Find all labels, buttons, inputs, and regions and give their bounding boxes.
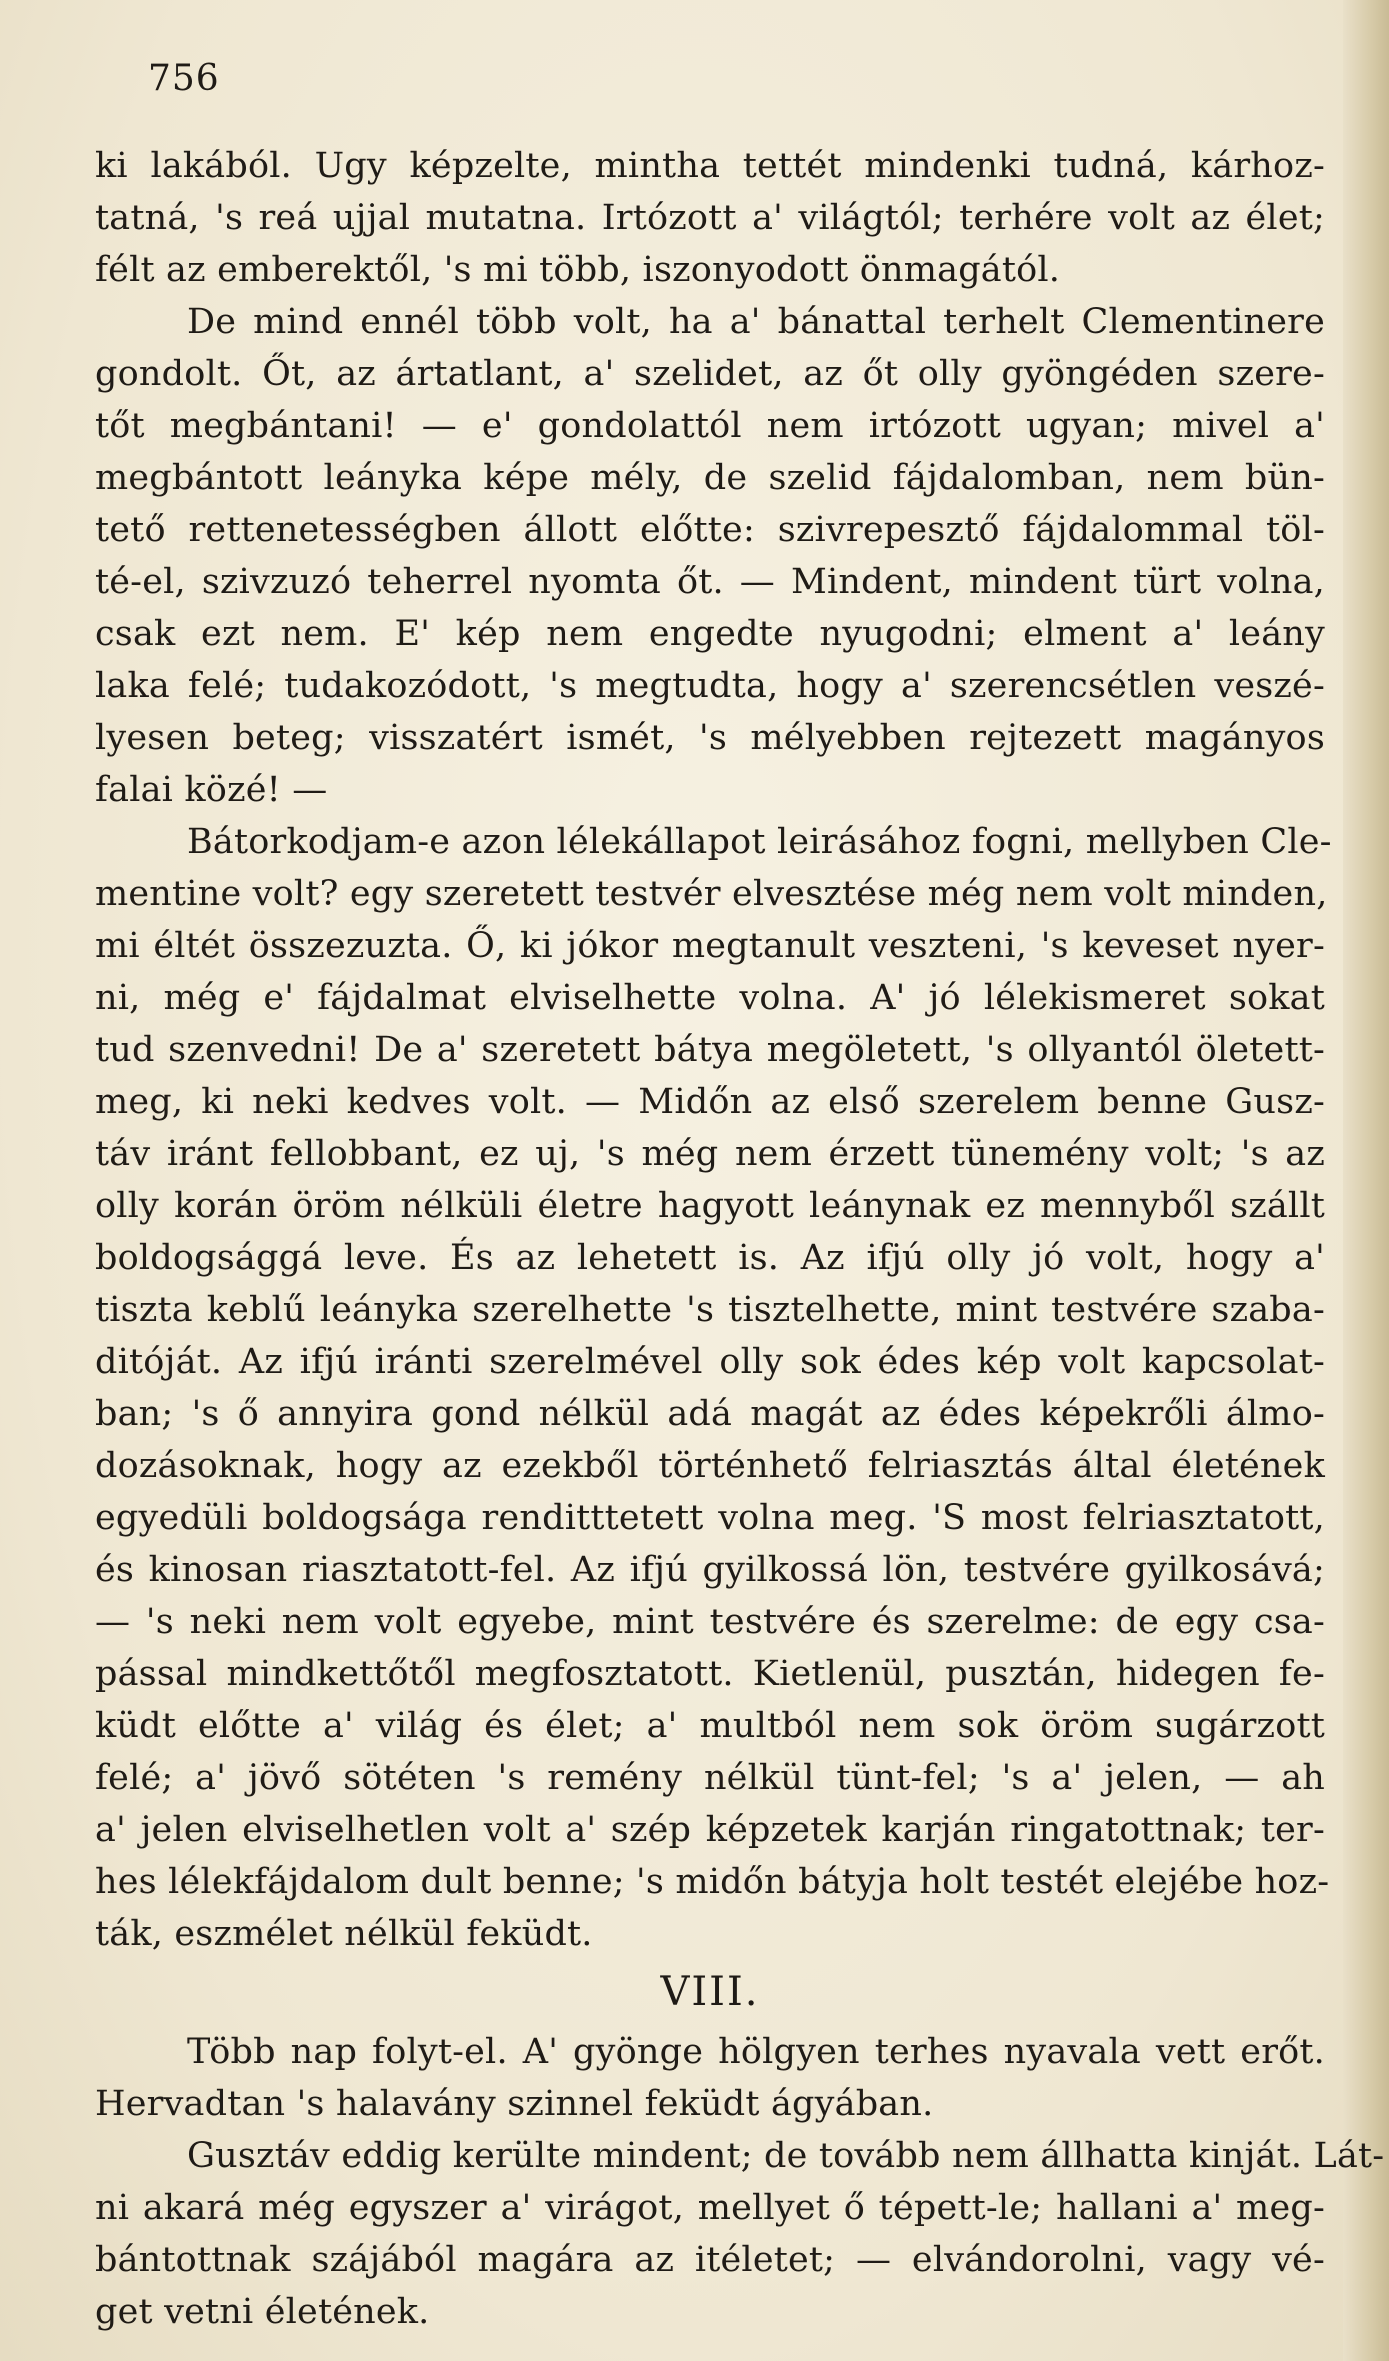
paragraph bbox=[95, 140, 1325, 296]
text-line: olly korán öröm nélküli életre hagyott leánynak ez mennyből szállt bbox=[95, 1186, 1325, 1226]
paragraph bbox=[95, 2130, 1385, 2338]
text-line: gondolt. Őt, az ártatlant, a' szelidet, az őt olly gyöngéden szere- bbox=[95, 354, 1325, 394]
text-line: Több nap folyt-el. A' gyönge hölgyen terhes nyavala vett erőt. bbox=[187, 2032, 1325, 2072]
text-line: felé; a' jövő sötéten 's remény nélkül tünt-fel; 's a' jelen, — ah bbox=[95, 1758, 1325, 1798]
text-line: pással mindkettőtől megfosztatott. Kietlenül, pusztán, hidegen fe- bbox=[95, 1654, 1325, 1694]
page-number: 756 bbox=[148, 58, 220, 99]
text-line: ban; 's ő annyira gond nélkül adá magát az édes képekrőli álmo- bbox=[95, 1394, 1325, 1434]
text-line: De mind ennél több volt, ha a' bánattal terhelt Clementinere bbox=[187, 302, 1325, 342]
text-line: táv iránt fellobbant, ez uj, 's még nem érzett tünemény volt; 's az bbox=[95, 1134, 1325, 1174]
paragraph bbox=[95, 2026, 1325, 2130]
text-line: tiszta keblű leányka szerelhette 's tisztelhette, mint testvére szaba- bbox=[95, 1290, 1325, 1330]
chapter-heading: VIII. bbox=[660, 1969, 760, 2015]
text-line: ki lakából. Ugy képzelte, mintha tettét mindenki tudná, kárhoz- bbox=[95, 146, 1325, 186]
text-line: ták, eszmélet nélkül feküdt. bbox=[95, 1914, 593, 1954]
body-text bbox=[95, 140, 1385, 2338]
text-line: a' jelen elviselhetlen volt a' szép képzetek karján ringatottnak; ter- bbox=[95, 1810, 1325, 1850]
text-line: — 's neki nem volt egyebe, mint testvére és szerelme: de egy csa- bbox=[95, 1602, 1325, 1642]
text-line: csak ezt nem. E' kép nem engedte nyugodni; elment a' leány bbox=[95, 614, 1325, 654]
text-line: meg, ki neki kedves volt. — Midőn az első szerelem benne Gusz- bbox=[95, 1082, 1325, 1122]
text-line: Hervadtan 's halavány szinnel feküdt ágyában. bbox=[95, 2084, 934, 2124]
text-line: ni akará még egyszer a' virágot, mellyet ő tépett-le; hallani a' meg- bbox=[95, 2188, 1325, 2228]
text-line: mentine volt? egy szeretett testvér elvesztése még nem volt minden, bbox=[95, 874, 1328, 914]
text-line: tatná, 's reá ujjal mutatna. Irtózott a' világtól; terhére volt az élet; bbox=[95, 198, 1325, 238]
text-line: tud szenvedni! De a' szeretett bátya megöletett, 's ollyantól öletett- bbox=[95, 1030, 1325, 1070]
text-line: ni, még e' fájdalmat elviselhette volna. A' jó lélekismeret sokat bbox=[95, 978, 1325, 1018]
text-line: tető rettenetességben állott előtte: szivrepesztő fájdalommal töl- bbox=[95, 510, 1325, 550]
text-line: Bátorkodjam-e azon lélekállapot leirásához fogni, mellyben Cle- bbox=[187, 822, 1332, 862]
text-line: falai közé! — bbox=[95, 770, 328, 810]
text-line: dozásoknak, hogy az ezekből történhető felriasztás által életének bbox=[95, 1446, 1325, 1486]
text-line: küdt előtte a' világ és élet; a' multból nem sok öröm sugárzott bbox=[95, 1706, 1325, 1746]
text-line: és kinosan riasztatott-fel. Az ifjú gyilkossá lön, testvére gyilkosává; bbox=[95, 1550, 1325, 1590]
text-line: lyesen beteg; visszatért ismét, 's mélyebben rejtezett magányos bbox=[95, 718, 1325, 758]
text-line: ditóját. Az ifjú iránti szerelmével olly sok édes kép volt kapcsolat- bbox=[95, 1342, 1325, 1382]
text-line: té-el, szivzuzó teherrel nyomta őt. — Mindent, mindent türt volna, bbox=[95, 562, 1325, 602]
text-line: Gusztáv eddig kerülte mindent; de tovább nem állhatta kinját. Lát- bbox=[187, 2136, 1385, 2176]
paragraph bbox=[95, 816, 1332, 1960]
text-line: tőt megbántani! — e' gondolattól nem irtózott ugyan; mivel a' bbox=[95, 406, 1325, 446]
text-line: hes lélekfájdalom dult benne; 's midőn bátyja holt testét elejébe hoz- bbox=[95, 1862, 1330, 1902]
text-line: boldogsággá leve. És az lehetett is. Az ifjú olly jó volt, hogy a' bbox=[95, 1238, 1325, 1278]
text-line: félt az emberektől, 's mi több, iszonyodott önmagától. bbox=[95, 250, 1061, 290]
text-line: bántottnak szájából magára az itéletet; — elvándorolni, vagy vé- bbox=[95, 2240, 1325, 2280]
text-line: egyedüli boldogsága renditttetett volna meg. 'S most felriasztatott, bbox=[95, 1498, 1325, 1538]
paragraph bbox=[95, 296, 1325, 816]
text-line: mi éltét összezuzta. Ő, ki jókor megtanult veszteni, 's keveset nyer- bbox=[95, 926, 1325, 966]
text-line: megbántott leányka képe mély, de szelid fájdalomban, nem bün- bbox=[95, 458, 1325, 498]
text-line: get vetni életének. bbox=[95, 2292, 430, 2332]
page-edge-shadow bbox=[1343, 0, 1389, 2361]
text-line: laka felé; tudakozódott, 's megtudta, hogy a' szerencsétlen veszé- bbox=[95, 666, 1325, 706]
